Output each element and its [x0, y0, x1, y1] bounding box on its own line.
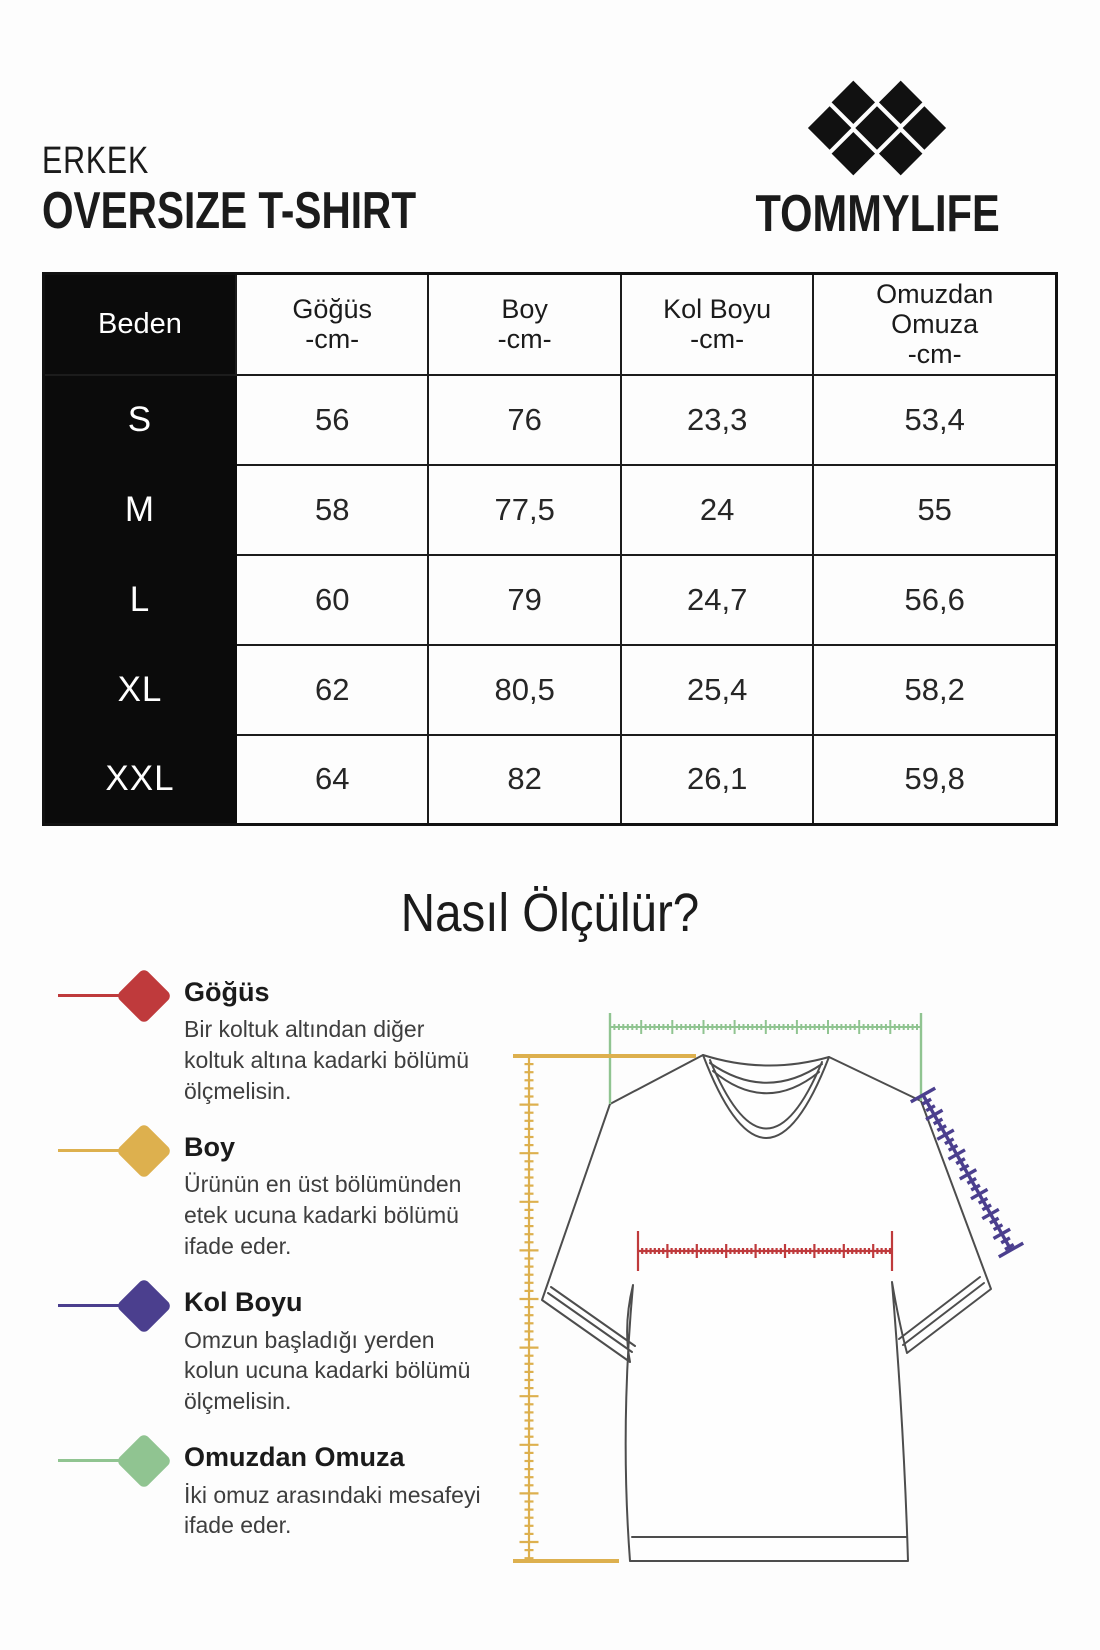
value-cell: 56,6 — [813, 555, 1056, 645]
legend-item-boy — [58, 1133, 484, 1262]
size-label: L — [44, 555, 236, 645]
value-cell: 25,4 — [621, 645, 813, 735]
value-cell: 64 — [236, 735, 428, 825]
value-cell: 82 — [428, 735, 620, 825]
table-row-m — [44, 465, 1057, 555]
value-cell: 58,2 — [813, 645, 1056, 735]
legend-title: Kol Boyu — [184, 1286, 303, 1317]
tshirt-measure-diagram — [484, 964, 1058, 1608]
table-row-xl — [44, 645, 1057, 735]
legend-item-omuzdan-omuza — [58, 1443, 484, 1541]
value-cell: 53,4 — [813, 375, 1056, 465]
value-cell: 59,8 — [813, 735, 1056, 825]
size-label: M — [44, 465, 236, 555]
legend-title: Boy — [184, 1131, 236, 1162]
value-cell: 55 — [813, 465, 1056, 555]
kol-boyu-diamond-icon — [58, 1284, 164, 1328]
omuzdan-omuza-diamond-icon — [58, 1439, 164, 1483]
value-cell: 62 — [236, 645, 428, 735]
table-row-s — [44, 375, 1057, 465]
brand-block — [725, 78, 1058, 243]
value-cell: 79 — [428, 555, 620, 645]
value-cell: 77,5 — [428, 465, 620, 555]
value-cell: 26,1 — [621, 735, 813, 825]
size-table-header-row — [44, 274, 1057, 375]
legend-title: Omuzdan Omuza — [184, 1441, 405, 1472]
legend-description: Omzun başladığı yerden kolun ucuna kadarki bölümü ölçmelisin. — [184, 1326, 471, 1415]
column-header-boy: Boy -cm- — [428, 274, 620, 375]
measure-section-title: Nasıl Ölçülür? — [400, 883, 700, 944]
legend-item-gogus — [58, 978, 484, 1107]
value-cell: 58 — [236, 465, 428, 555]
legend-item-kol-boyu — [58, 1288, 484, 1417]
value-cell: 60 — [236, 555, 428, 645]
value-cell: 23,3 — [621, 375, 813, 465]
gogus-diamond-icon — [58, 974, 164, 1018]
size-label: XXL — [44, 735, 236, 825]
length-ruler — [520, 1056, 539, 1561]
legend-description: İki omuz arasındaki mesafeyi ifade eder. — [184, 1481, 481, 1539]
tommylife-diamonds-logo-icon — [802, 78, 952, 178]
value-cell: 56 — [236, 375, 428, 465]
legend-description: Ürünün en üst bölümünden etek ucuna kadarki bölümü ifade eder. — [184, 1171, 462, 1260]
product-name: OVERSIZE T-SHIRT — [42, 181, 417, 240]
brand-name: TOMMYLIFE — [755, 185, 1000, 243]
column-header-kol-boyu: Kol Boyu -cm- — [621, 274, 813, 375]
size-table-corner-cell: Beden — [44, 274, 236, 375]
measure-guide-section — [42, 964, 1058, 1608]
page-header — [42, 88, 1058, 243]
column-header-gogus: Göğüs -cm- — [236, 274, 428, 375]
value-cell: 76 — [428, 375, 620, 465]
column-header-omuzdan-omuza: Omuzdan Omuza -cm- — [813, 274, 1056, 375]
value-cell: 24 — [621, 465, 813, 555]
legend-title: Göğüs — [184, 976, 270, 1007]
category-label: ERKEK — [42, 139, 150, 182]
tshirt-outline — [542, 1055, 991, 1561]
table-row-l — [44, 555, 1057, 645]
tshirt-diagram-svg — [480, 948, 1040, 1608]
legend-description: Bir koltuk altından diğer koltuk altına kadarki bölümü ölçmelisin. — [184, 1016, 470, 1104]
product-title-block — [42, 139, 522, 240]
measure-legend — [42, 964, 484, 1568]
value-cell: 80,5 — [428, 645, 620, 735]
table-row-xxl — [44, 735, 1057, 825]
size-label: XL — [44, 645, 236, 735]
size-table — [42, 272, 1058, 826]
size-label: S — [44, 375, 236, 465]
value-cell: 24,7 — [621, 555, 813, 645]
shoulder-ruler — [610, 1020, 921, 1034]
boy-diamond-icon — [58, 1129, 164, 1173]
